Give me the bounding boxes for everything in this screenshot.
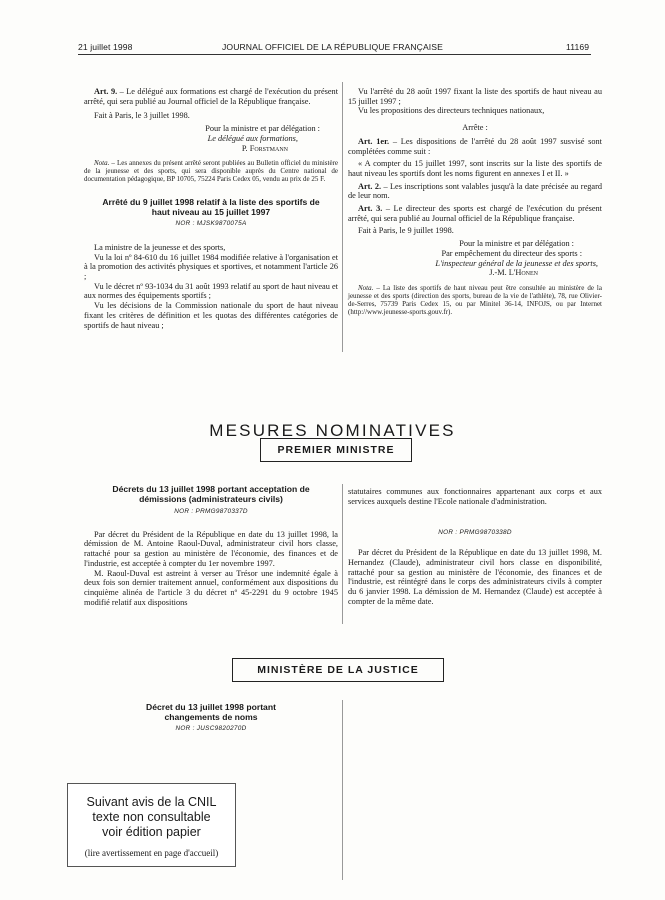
pm-decret-1: Par décret du Président de la République en date du 13 juillet 1998, la démission de M. Antoine Raoul-Duval, administrateur civil hors classe, rattaché pour sa gestion au ministère de l'économie, des finances et de l'industrie, est acceptée à compter du 1er novembre 1997. <box>84 529 338 568</box>
pm-continuation: statutaires communes aux fonctionnaires appartenant aux corps et aux services auxquels destine l'Ecole nationale d'administration. <box>348 487 602 506</box>
pm-left-column <box>84 484 338 607</box>
arrete-title: Arrêté du 9 juillet 1998 relatif à la liste des sportifs de haut niveau au 15 juillet 1997 <box>102 197 320 218</box>
nota-1: Nota. – Les annexes du présent arrêté seront publiées au Bulletin officiel du ministère de la jeunesse et des sports, qui sera disponible auprès du Centre national de documentation pédagogique, BP 10705, 75224 Paris Cedex 05, vendu au prix de 25 F. <box>84 159 338 184</box>
header-title: JOURNAL OFFICIEL DE LA RÉPUBLIQUE FRANÇAISE <box>222 42 443 52</box>
cnil-line-4: (lire avertissement en page d'accueil) <box>84 848 219 858</box>
justice-column <box>84 702 338 734</box>
header-date: 21 juillet 1998 <box>78 42 133 52</box>
ministry-box-premier-ministre: PREMIER MINISTRE <box>260 438 412 462</box>
justice-decret-title: Décret du 13 juillet 1998 portant changements de noms <box>146 702 276 722</box>
section-title: MESURES NOMINATIVES <box>209 421 456 440</box>
article-9: Art. 9. – Le délégué aux formations est chargé de l'exécution du présent arrêté, qui sera publié au Journal officiel de la République française. <box>84 87 338 106</box>
signer-name-1: P. Forstmann <box>241 143 288 153</box>
nor-justice: NOR : JUSC9820270D <box>175 725 247 732</box>
nor-arrete: NOR : MJSK9870075A <box>175 220 247 228</box>
pm-decret-title: Décrets du 13 juillet 1998 portant acceptation de démissions (administrateurs civils) <box>112 484 310 504</box>
nor-pm-1: NOR : PRMG9870337D <box>174 508 248 515</box>
nor-pm-2: NOR : PRMG9870338D <box>438 529 512 537</box>
column-separator-pm <box>342 484 343 624</box>
header-rule <box>78 54 591 55</box>
fait-paris-1: Fait à Paris, le 3 juillet 1998. <box>94 111 190 121</box>
nota-2: Nota. – La liste des sportifs de haut niveau peut être consultée au ministère de la jeunesse et des sports (direction des sports, bureau de la vie de l'athlète), 78, rue Olivier-de-Serres, 75739 Paris Cedex 15, ou par Minitel 36-14, INFOJS, ou par Internet (http://www.jeunesse-sports.gouv.fr). <box>348 283 602 316</box>
ministry-box-justice: MINISTÈRE DE LA JUSTICE <box>232 658 444 682</box>
delegation-line-1: Pour la ministre et par délégation : <box>205 124 320 134</box>
cnil-line-1: Suivant avis de la CNIL <box>86 795 217 809</box>
column-separator-top <box>342 82 343 352</box>
cnil-line-3: voir édition papier <box>102 825 201 839</box>
visa-propositions: Vu les propositions des directeurs techniques nationaux, <box>358 106 545 116</box>
article-1: Art. 1er. – Les dispositions de l'arrêté du 28 août 1997 susvisé sont complétées comme suit : <box>348 136 602 156</box>
visa-decisions: Vu les décisions de la Commission nationale du sport de haut niveau fixant les critères de définition et les quotas des différentes catégories de sportifs de haut niveau ; <box>84 301 338 330</box>
cnil-line-2: texte non consultable <box>92 810 211 824</box>
delegation-line-2: Pour la ministre et par délégation : <box>459 239 574 249</box>
pm-right-column <box>348 487 602 606</box>
header-page-number: 11169 <box>566 42 590 52</box>
visa-arrete: Vu l'arrêté du 28 août 1997 fixant la liste des sportifs de haut niveau au 15 juillet 1997 ; <box>348 87 602 106</box>
signer-name-2: J.-M. L'Honen <box>489 268 538 278</box>
minister-intro: La ministre de la jeunesse et des sports, <box>94 242 226 252</box>
right-column-top <box>348 87 602 316</box>
article-2: Art. 2. – Les inscriptions sont valables jusqu'à la date précisée au regard de leur nom. <box>348 181 602 201</box>
visa-decret: Vu le décret nº 93-1034 du 31 août 1993 relatif au sport de haut niveau et aux normes des équipements sportifs ; <box>84 281 338 301</box>
article-1-quote: « A compter du 15 juillet 1997, sont inscrits sur la liste des sportifs de haut niveau les sportifs dont les noms figurent en annexes I et II. » <box>348 159 602 178</box>
empechement-line: Par empêchement du directeur des sports : <box>441 248 582 258</box>
column-separator-justice <box>342 700 343 880</box>
signer-role-1: Le délégué aux formations, <box>207 133 298 143</box>
cnil-notice-box <box>67 783 236 867</box>
signer-role-2: L'inspecteur général de la jeunesse et des sports, <box>435 258 598 268</box>
visa-loi: Vu la loi nº 84-610 du 16 juillet 1984 modifiée relative à l'organisation et à la promotion des activités physiques et sportives, et notamment l'article 26 ; <box>84 252 338 282</box>
left-column-top <box>84 87 338 330</box>
arrete-word: Arrête : <box>462 123 488 133</box>
pm-decret-2: Par décret du Président de la République en date du 13 juillet 1998, M. Hernandez (Claude), administrateur civil hors classe en disponibilité, rattaché pour sa gestion au ministère de l'économie, des finances et de l'industrie, est réintégré dans le corps des administrateurs civils à compter du 6 janvier 1998. La démission de M. Hernandez (Claude) est acceptée à compter de la même date. <box>348 548 602 606</box>
fait-paris-2: Fait à Paris, le 9 juillet 1998. <box>358 226 454 236</box>
article-3: Art. 3. – Le directeur des sports est chargé de l'exécution du présent arrêté, qui sera publié au Journal officiel de la République française. <box>348 204 602 223</box>
pm-indemnite: M. Raoul-Duval est astreint à verser au Trésor une indemnité égale à deux fois son dernier traitement annuel, conformément aux dispositions du cinquième alinéa de l'article 3 du décret nº 45-2291 du 9 octobre 1945 modifié relatif aux dispositions <box>84 568 338 607</box>
